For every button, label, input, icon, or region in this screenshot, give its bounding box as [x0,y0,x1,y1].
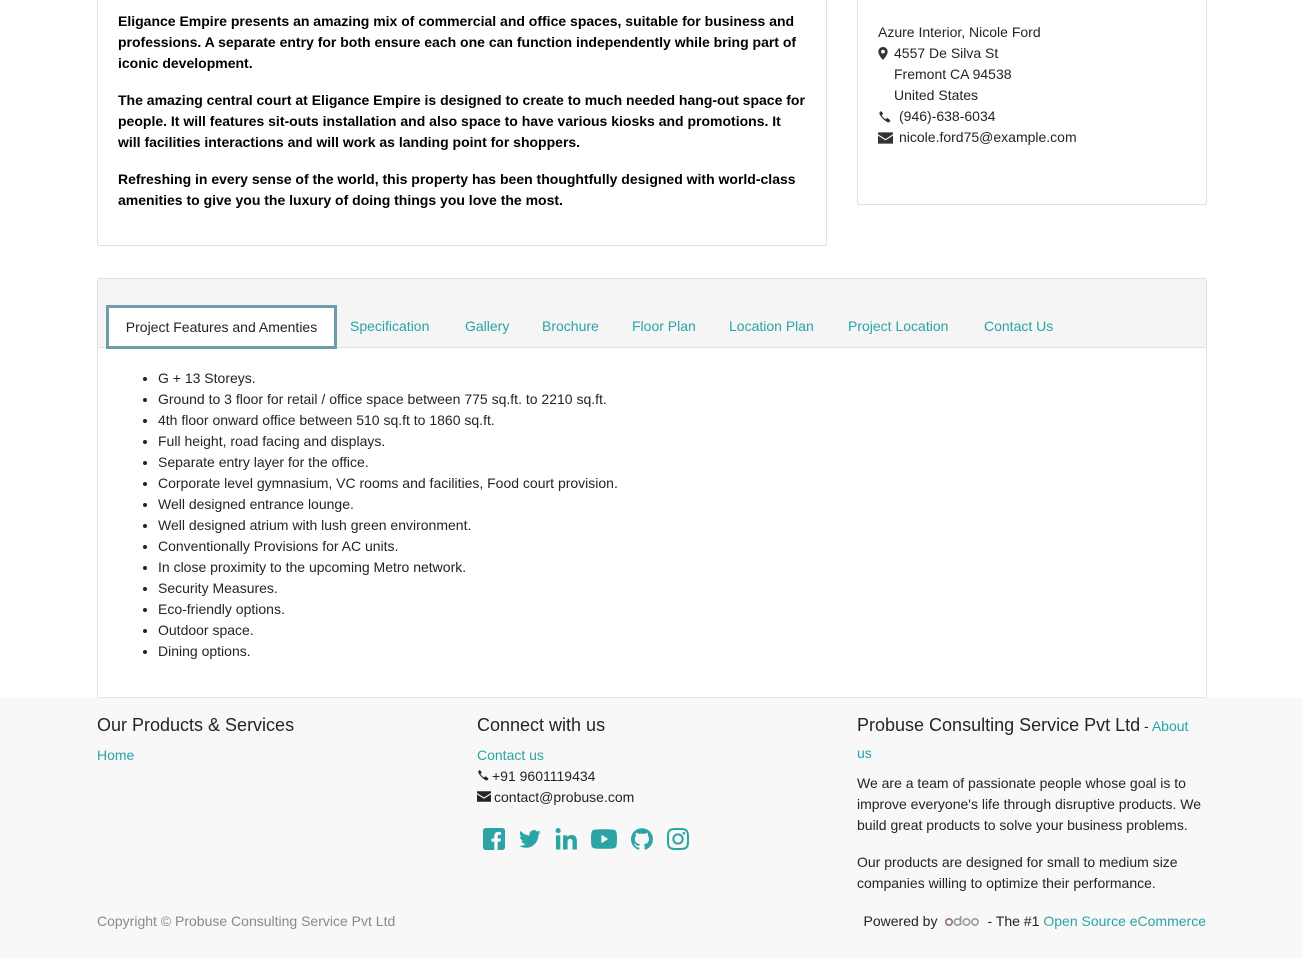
features-list [98,348,1206,662]
description-paragraph: Eligance Empire presents an amazing mix of commercial and office spaces, suitable for business and professions. A separate entry for both ensure each one can function independently while bring part of iconic development. [118,13,797,71]
footer-company-name: Probuse Consulting Service Pvt Ltd [857,715,1141,735]
footer-about-link[interactable]: About us [857,718,1189,761]
tab-gallery[interactable]: Gallery [465,318,510,334]
footer-connect-heading: Connect with us [477,715,606,735]
powered-tagline: - The #1 [987,913,1040,929]
tab-bar [98,279,1206,348]
project-description-card [97,0,827,246]
tab-brochure[interactable]: Brochure [542,318,599,334]
tab-specification[interactable]: Specification [350,318,430,334]
list-item: • Well designed entrance lounge. [158,494,1206,515]
contact-phone: (946)-638-6034 [899,108,996,124]
twitter-icon[interactable] [519,828,541,850]
contact-city: Fremont CA 94538 [894,66,1012,82]
list-item: • G + 13 Storeys. [158,368,1206,389]
envelope-icon [477,787,491,808]
copyright: Copyright © Probuse Consulting Service Pvt Ltd [97,913,396,929]
list-item: • Dining options. [158,641,1206,662]
footer-contact-link[interactable]: Contact us [477,747,544,763]
tab-contact-us[interactable]: Contact Us [984,318,1054,334]
list-item: • Corporate level gymnasium, VC rooms and facilities, Food court provision. [158,473,1206,494]
contact-email: nicole.ford75@example.com [899,129,1077,145]
footer-products-heading: Our Products & Services [97,715,295,735]
map-marker-icon [878,47,894,60]
list-item: • Eco-friendly options. [158,599,1206,620]
tab-floor-plan[interactable]: Floor Plan [632,318,696,334]
list-item: • Ground to 3 floor for retail / office space between 775 sq.ft. to 2210 sq.ft. [158,389,1206,410]
facebook-icon[interactable] [483,828,505,850]
phone-icon [878,110,899,123]
list-item: • Security Measures. [158,578,1206,599]
footer-separator: - [1140,718,1152,734]
github-icon[interactable] [631,828,653,850]
footer [0,698,1303,958]
powered-by [864,913,1206,929]
footer-products-column [97,712,294,766]
powered-by-label: Powered by [863,913,938,929]
footer-email: contact@probuse.com [494,789,635,805]
footer-about-heading [857,712,1207,766]
footer-phone: +91 9601119434 [492,768,596,784]
list-item: • Separate entry layer for the office. [158,452,1206,473]
footer-connect-column [477,712,689,850]
youtube-icon[interactable] [591,828,617,850]
envelope-icon [878,132,899,144]
footer-about-text: Our products are designed for small to medium size companies willing to optimize their performance. [857,854,1178,891]
instagram-icon[interactable] [667,828,689,850]
social-links [483,828,689,850]
odoo-logo[interactable] [945,915,979,927]
footer-home-link[interactable]: Home [97,747,135,763]
description-paragraph: The amazing central court at Eligance Empire is designed to create to much needed hang-out space for people. It will features sit-outs installation and also space to have various kiosks and promotions. It will facilities interactions and will work as landing point for shoppers. [118,92,805,150]
contact-street: 4557 De Silva St [894,45,999,61]
phone-icon [477,766,489,787]
tab-location-plan[interactable]: Location Plan [729,318,814,334]
list-item: • 4th floor onward office between 510 sq.ft to 1860 sq.ft. [158,410,1206,431]
list-item: • Conventionally Provisions for AC units. [158,536,1206,557]
contact-address-card [857,0,1207,205]
contact-country: United States [894,87,979,103]
list-item: • In close proximity to the upcoming Metro network. [158,557,1206,578]
footer-about-column [857,712,1207,910]
project-tabs-card [97,278,1207,698]
list-item: • Outdoor space. [158,620,1206,641]
linkedin-icon[interactable] [555,828,577,850]
tab-project-features[interactable]: Project Features and Amenties [106,305,337,349]
description-paragraph: Refreshing in every sense of the world, this property has been thoughtfully designed with world-class amenities to give you the luxury of doing things you love the most. [118,171,796,208]
list-item: • Well designed atrium with lush green environment. [158,515,1206,536]
footer-about-text: We are a team of passionate people whose goal is to improve everyone's life through disruptive products. We build great products to solve your business problems. [857,775,1202,833]
ecommerce-link[interactable]: Open Source eCommerce [1043,913,1206,929]
contact-name: Azure Interior, Nicole Ford [878,24,1041,40]
tab-project-location[interactable]: Project Location [848,318,949,334]
list-item: • Full height, road facing and displays. [158,431,1206,452]
